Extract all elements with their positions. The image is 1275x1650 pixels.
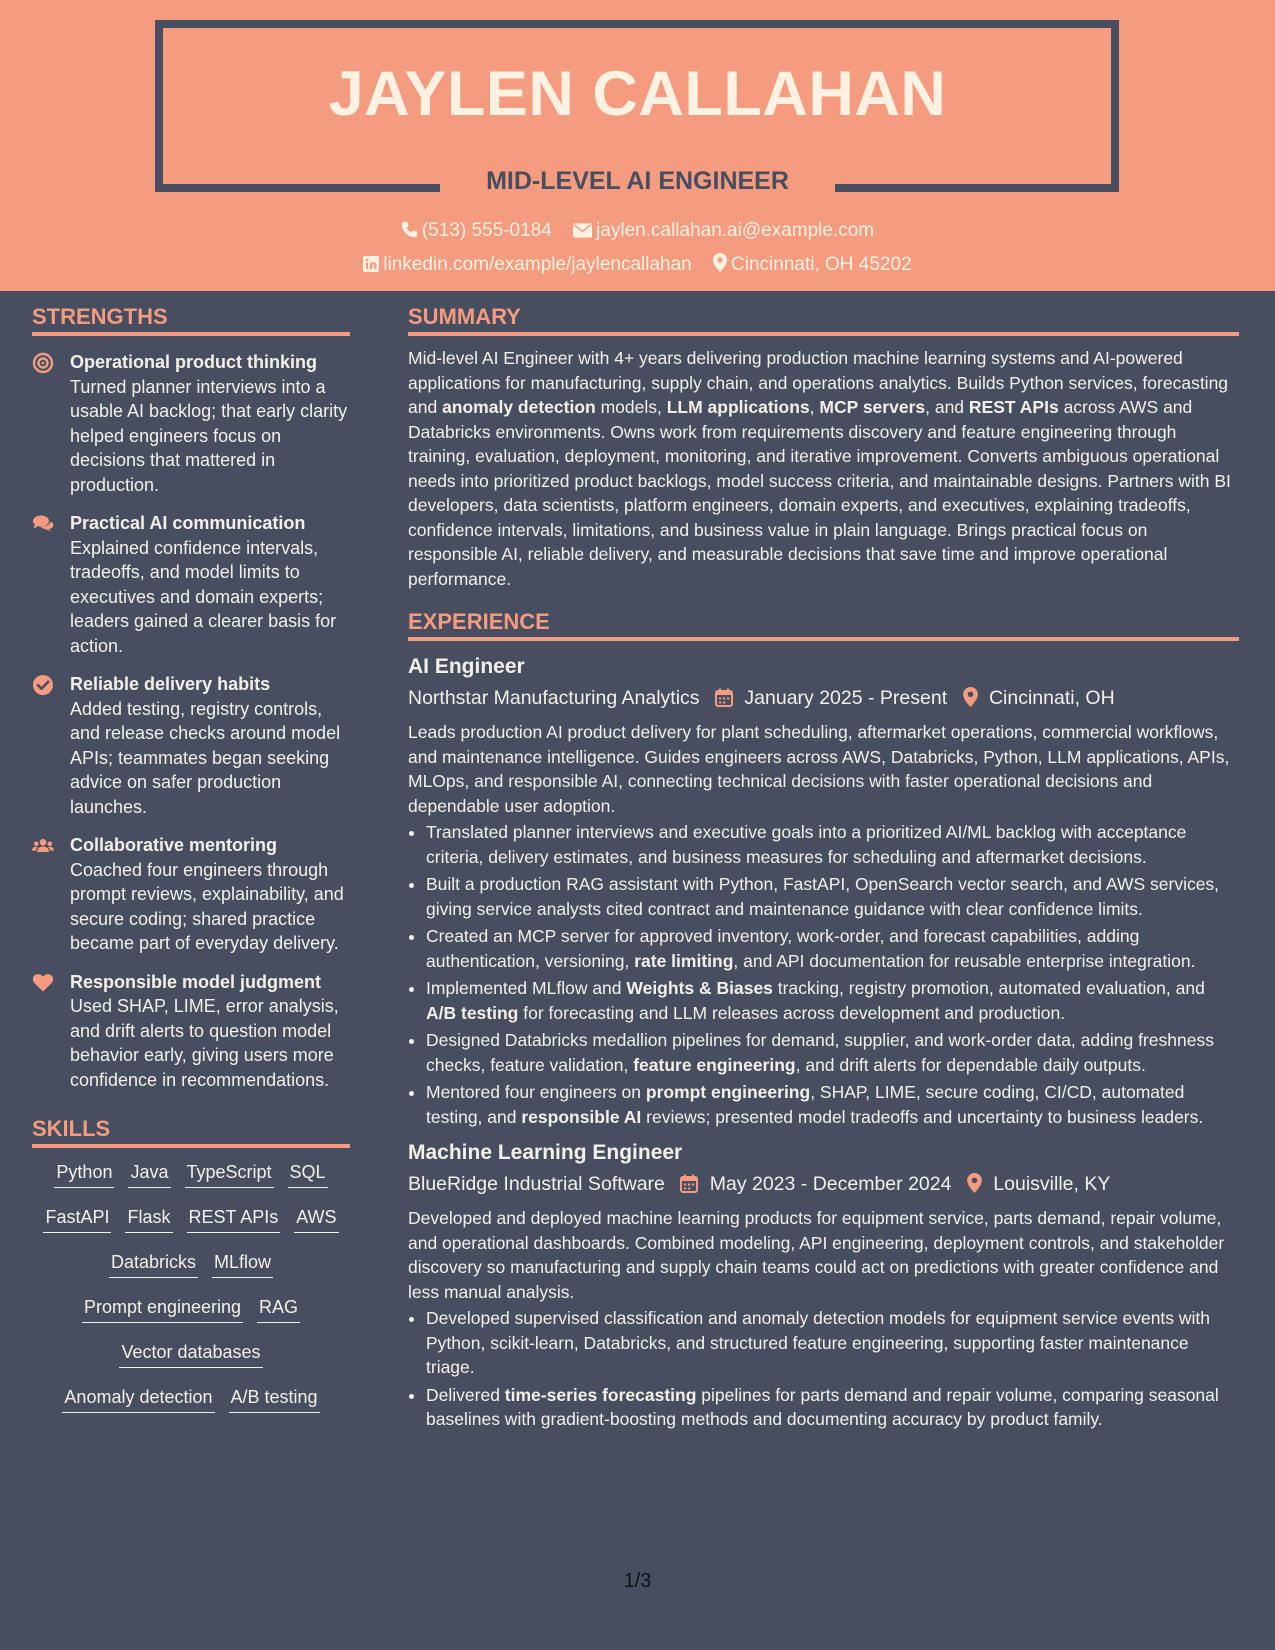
comments-icon <box>32 513 54 535</box>
job-role: Machine Learning Engineer <box>408 1141 683 1164</box>
skills-row <box>32 1207 350 1238</box>
summary-keyword: anomaly detection <box>442 397 596 417</box>
strength-desc: Added testing, registry controls, and release checks around model APIs; teammates began seeking advice on safer production launches. <box>70 698 341 817</box>
summary-part: , and <box>925 397 969 417</box>
strength-item <box>32 970 350 1093</box>
check-circle-icon <box>32 674 54 696</box>
job-location: Louisville, KY <box>993 1173 1111 1195</box>
bullet-keyword: prompt engineering <box>645 1082 811 1102</box>
calendar-icon <box>715 688 733 707</box>
map-pin-icon <box>713 253 727 272</box>
linkedin-text[interactable]: linkedin.com/example/jaylencallahan <box>383 254 692 275</box>
contact-row-1 <box>0 220 1275 242</box>
strength-desc: Explained confidence intervals, tradeoffs, and model limits to executives and domain experts; leaders gained a clearer basis for action. <box>70 537 337 656</box>
job-company: BlueRidge Industrial Software <box>408 1173 665 1195</box>
map-pin-icon <box>963 687 978 707</box>
job-entry <box>408 655 1239 1129</box>
bullet-keyword: time-series forecasting <box>504 1384 697 1405</box>
summary-part: , <box>809 397 820 417</box>
skill-tag: Prompt engineering <box>82 1297 243 1323</box>
skill-tag: RAG <box>257 1297 300 1323</box>
skills-row <box>32 1297 350 1328</box>
bullet-text: reviews; presented model tradeoffs and uncertainty to business leaders. <box>641 1106 1204 1127</box>
page-number: 1/3 <box>623 1570 652 1592</box>
strength-desc: Used SHAP, LIME, error analysis, and drift alerts to question model behavior early, giving users more confidence in recommendations. <box>70 996 339 1090</box>
skill-tag: Python <box>54 1162 114 1188</box>
experience-heading: EXPERIENCE <box>408 609 1239 641</box>
strength-title: Responsible model judgment <box>70 971 322 992</box>
bullet-text: Implemented MLflow and <box>426 978 627 998</box>
strength-title: Practical AI communication <box>70 513 306 533</box>
skills-list <box>32 1162 350 1418</box>
bullet-item <box>426 872 1239 921</box>
bullet-item <box>426 1028 1239 1077</box>
strength-title: Collaborative mentoring <box>70 835 278 855</box>
bullet-item <box>426 1080 1239 1129</box>
job-bullets <box>408 1306 1239 1432</box>
skill-tag: Databricks <box>109 1252 198 1278</box>
skill-tag: AWS <box>294 1207 338 1233</box>
email-item[interactable] <box>573 220 874 241</box>
left-column <box>32 304 350 1432</box>
bullet-text: pipelines for parts demand and repair volume, comparing seasonal baselines with gradient-boosting methods and documenting accuracy by product family. <box>426 1384 1219 1429</box>
right-column <box>408 304 1239 1444</box>
summary-part: Mid-level AI Engineer with 4+ years delivering production machine learning systems and AI-powered applications for manufacturing, supply chain, and operations analytics. Builds Python services, forecasting and <box>408 348 1229 417</box>
bullet-keyword: responsible AI <box>521 1106 642 1127</box>
strengths-heading: STRENGTHS <box>32 304 350 336</box>
heart-icon <box>32 972 54 994</box>
skills-row <box>32 1162 350 1193</box>
skill-tag: Anomaly detection <box>62 1387 214 1413</box>
job-dates: January 2025 - Present <box>744 687 948 709</box>
users-icon <box>32 835 54 857</box>
location-text: Cincinnati, OH 45202 <box>731 254 912 275</box>
strength-item <box>32 511 350 658</box>
job-entry <box>408 1141 1239 1432</box>
location-item <box>713 254 912 275</box>
bullet-text: Developed supervised classification and anomaly detection models for equipment service events with Python, scikit-learn, Databricks, and structured feature engineering, supporting faster maintenance triage. <box>426 1308 1211 1377</box>
bullet-item <box>426 976 1239 1025</box>
summary-heading: SUMMARY <box>408 304 1239 336</box>
bullet-text: for forecasting and LLM releases across development and production. <box>518 1002 1066 1023</box>
bullet-item <box>426 820 1239 869</box>
strength-item <box>32 833 350 956</box>
skill-tag: TypeScript <box>185 1162 274 1188</box>
job-role: AI Engineer <box>408 655 525 678</box>
bullet-keyword: feature engineering <box>633 1054 796 1075</box>
bullet-item <box>426 924 1239 973</box>
skills-row <box>32 1387 350 1418</box>
summary-keyword: LLM applications <box>666 397 810 417</box>
skill-tag: Flask <box>125 1207 172 1233</box>
strength-title: Reliable delivery habits <box>70 674 271 694</box>
bullet-text: Created an MCP server for approved inventory, work-order, and forecast capabilities, adding authentication, versioning, <box>426 926 1140 971</box>
target-icon <box>32 352 54 374</box>
strength-item <box>32 672 350 819</box>
frame-border-top <box>155 20 1119 28</box>
summary-keyword: MCP servers <box>819 397 926 417</box>
summary-part: models, <box>595 397 667 417</box>
strength-desc: Turned planner interviews into a usable AI backlog; that early clarity helped engineers focus on decisions that mattered in production. <box>70 376 348 495</box>
map-pin-icon <box>967 1173 982 1193</box>
job-meta <box>408 687 1239 710</box>
linkedin-item[interactable] <box>363 254 697 275</box>
job-company: Northstar Manufacturing Analytics <box>408 687 700 709</box>
skill-tag: REST APIs <box>187 1207 281 1233</box>
skills-row <box>32 1342 350 1373</box>
job-description: Developed and deployed machine learning products for equipment service, parts demand, repair volume, and operational dashboards. Combined modeling, API engineering, deployment controls, and stakeholder discovery so manufacturing and supply chain teams could act on predictions with greater confidence and less manual analysis. <box>408 1208 1225 1302</box>
strength-item <box>32 350 350 497</box>
bullet-text: Delivered <box>426 1384 505 1405</box>
bullet-text: , and API documentation for reusable enterprise integration. <box>733 950 1196 971</box>
bullet-keyword: Weights & Biases <box>626 978 773 998</box>
bullet-text: Designed Databricks medallion pipelines for demand, supplier, and work-order data, adding freshness checks, feature validation, <box>426 1030 1214 1075</box>
skill-tag: Java <box>128 1162 170 1188</box>
skill-tag: MLflow <box>212 1252 273 1278</box>
bullet-text: Translated planner interviews and executive goals into a prioritized AI/ML backlog with acceptance criteria, delivery estimates, and business measures for scheduling and aftermarket decisions. <box>426 822 1187 867</box>
bullet-text: , SHAP, LIME, secure coding, CI/CD, automated testing, and <box>426 1082 1185 1127</box>
job-bullets <box>408 820 1239 1129</box>
bullet-keyword: A/B testing <box>426 1002 519 1023</box>
bullet-text: Mentored four engineers on <box>426 1082 646 1102</box>
skills-row <box>32 1252 350 1283</box>
header-band <box>0 0 1275 291</box>
phone-icon <box>401 221 418 238</box>
candidate-name: JAYLEN CALLAHAN <box>328 59 947 129</box>
contact-row-2 <box>0 253 1275 276</box>
job-title-headline: MID-LEVEL AI ENGINEER <box>486 167 789 195</box>
bullet-item <box>426 1383 1239 1432</box>
job-dates: May 2023 - December 2024 <box>709 1173 952 1195</box>
skill-tag: Vector databases <box>119 1342 262 1368</box>
skill-tag: SQL <box>288 1162 328 1188</box>
linkedin-icon <box>363 256 379 272</box>
job-meta <box>408 1173 1239 1196</box>
skills-heading: SKILLS <box>32 1116 350 1148</box>
email-text[interactable]: jaylen.callahan.ai@example.com <box>596 220 875 241</box>
calendar-icon <box>680 1174 698 1193</box>
strength-desc: Coached four engineers through prompt reviews, explainability, and secure coding; shared practice became part of everyday delivery. <box>70 859 344 953</box>
bullet-keyword: rate limiting <box>634 950 734 971</box>
summary-part: across AWS and Databricks environments. Owns work from requirements discovery and feature engineering through training, evaluation, deployment, monitoring, and iterative improvement. Converts ambiguous operational needs into prioritized product backlogs, model success criteria, and maintainable designs. Partners with BI developers, data scientists, platform engineers, domain experts, and executives, explaining tradeoffs, confidence intervals, limitations, and business value in plain language. Brings practical focus on responsible AI, reliable delivery, and measurable decisions that save time and improve operational performance. <box>408 397 1231 589</box>
bullet-text: Built a production RAG assistant with Python, FastAPI, OpenSearch vector search, and AWS services, giving service analysts cited contract and maintenance guidance with clear confidence limits. <box>426 874 1220 919</box>
job-location: Cincinnati, OH <box>988 687 1115 709</box>
job-description: Leads production AI product delivery for plant scheduling, aftermarket operations, commercial workflows, and maintenance intelligence. Guides engineers across AWS, Databricks, Python, LLM applications, APIs, MLOps, and responsible AI, connecting technical decisions with faster operational decisions and dependable user adoption. <box>408 722 1230 816</box>
phone-text: (513) 555-0184 <box>421 220 552 241</box>
phone-item <box>401 220 557 241</box>
skill-tag: FastAPI <box>43 1207 111 1233</box>
bullet-text: tracking, registry promotion, automated evaluation, and <box>772 978 1205 998</box>
strength-title: Operational product thinking <box>70 352 317 372</box>
summary-text <box>408 346 1239 591</box>
envelope-icon <box>573 223 592 238</box>
summary-keyword: REST APIs <box>968 397 1059 417</box>
bullet-item <box>426 1306 1239 1380</box>
bullet-text: , and drift alerts for dependable daily outputs. <box>795 1054 1146 1075</box>
skill-tag: A/B testing <box>229 1387 320 1413</box>
